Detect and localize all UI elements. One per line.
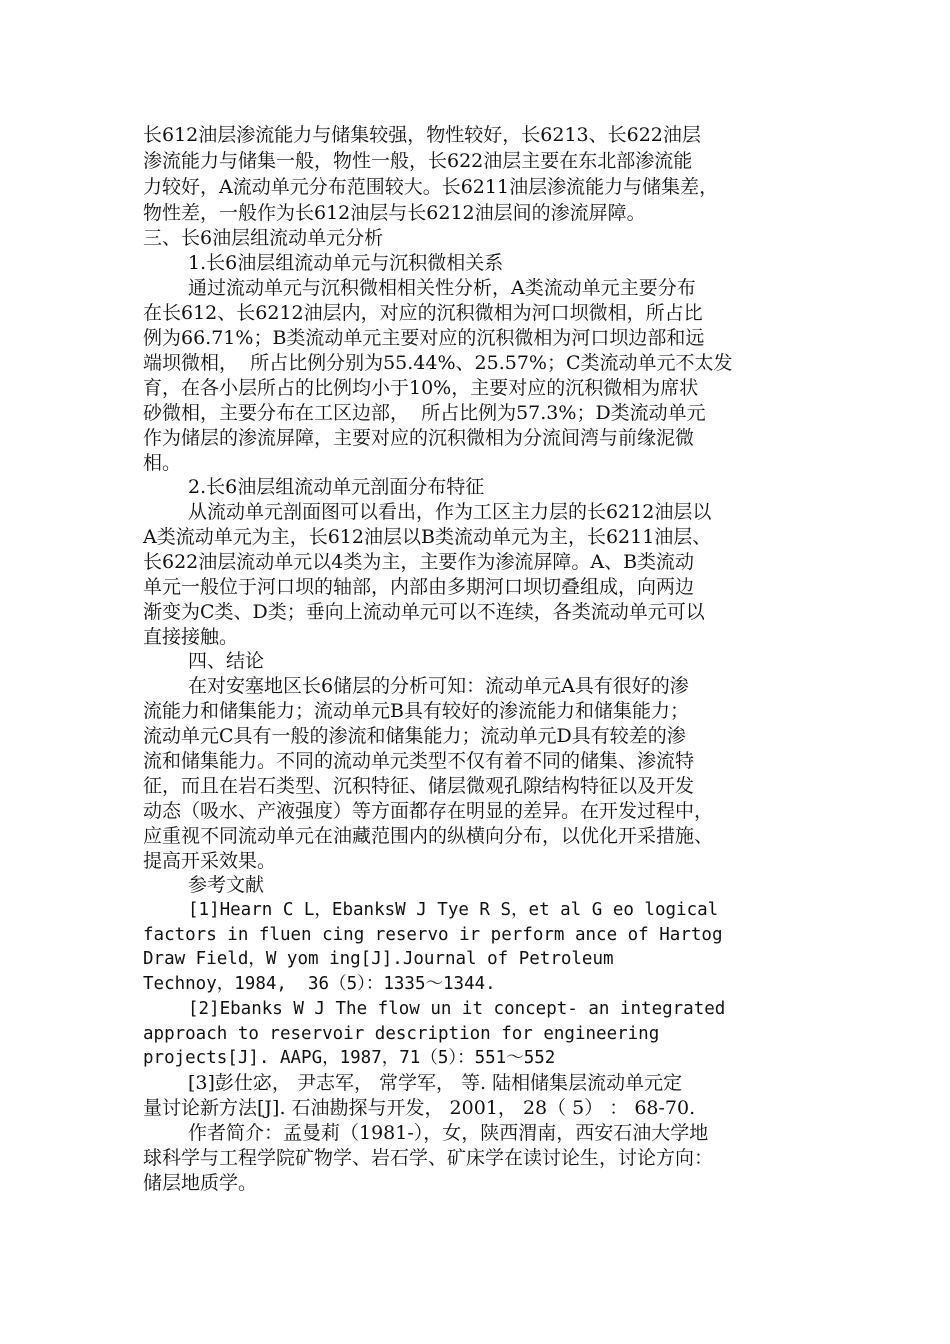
- reference-line: approach to reservoir description for engineering: [143, 1024, 660, 1044]
- reference-line: [1]Hearn C L，EbanksW J Tye R S，et al G eo logical: [188, 900, 719, 920]
- text-line: 渗流能力与储集一般，物性一般，长622油层主要在东北部渗流能: [143, 150, 693, 172]
- subsection-heading: 1.长6油层组流动单元与沉积微相关系: [188, 252, 504, 274]
- text-line: 在对安塞地区长6储层的分析可知：流动单元A具有很好的渗: [188, 675, 689, 697]
- text-line: 砂微相，主要分布在工区边部， 所占比例为57.3%；D类流动单元: [143, 402, 706, 424]
- subsection-heading: 2.长6油层组流动单元剖面分布特征: [188, 476, 485, 498]
- reference-line: factors in fluen cing reservo ir perform ance of Hartog: [143, 925, 723, 945]
- text-line: 力较好，A流动单元分布范围较大。长6211油层渗流能力与储集差，: [143, 176, 719, 198]
- text-line: 征，而且在岩石类型、沉积特征、储层微观孔隙结构特征以及开发: [143, 775, 695, 797]
- text-line: 相。: [143, 452, 182, 474]
- text-line: 流动单元C具有一般的渗流和储集能力；流动单元D具有较差的渗: [143, 725, 686, 747]
- reference-line: Draw Field，W yom ing[J].Journal of Petroleum: [143, 949, 614, 969]
- reference-line: projects[J]. AAPG，1987，71（5）：551～552: [143, 1048, 556, 1068]
- author-bio-line: 球科学与工程学院矿物学、岩石学、矿床学在读讨论生，讨论方向：: [143, 1147, 714, 1169]
- author-bio-line: 作者简介：孟曼莉（1981-），女，陕西渭南，西安石油大学地: [188, 1122, 709, 1144]
- text-line: 渐变为C类、D类；垂向上流动单元可以不连续，各类流动单元可以: [143, 601, 705, 623]
- reference-line: Technoy，1984, 36（5）：1335～1344.: [143, 974, 496, 994]
- references-heading: 参考文献: [188, 874, 265, 896]
- text-line: 例为66.71%；B类流动单元主要对应的沉积微相为河口坝边部和远: [143, 327, 705, 349]
- text-line: 流和储集能力。不同的流动单元类型不仅有着不同的储集、渗流特: [143, 750, 695, 772]
- reference-line: 量讨论新方法[J]. 石油勘探与开发， 2001， 28（ 5） ： 68-70.: [143, 1097, 696, 1119]
- text-line: 物性差，一般作为长612油层与长6212油层间的渗流屏障。: [143, 202, 646, 224]
- text-line: 长622油层流动单元以4类为主，主要作为渗流屏障。A、B类流动: [143, 551, 695, 573]
- author-bio-line: 储层地质学。: [143, 1172, 258, 1194]
- text-line: 从流动单元剖面图可以看出，作为工区主力层的长6212油层以: [188, 501, 712, 523]
- text-line: 单元一般位于河口坝的轴部，内部由多期河口坝切叠组成，向两边: [143, 576, 695, 598]
- text-line: 通过流动单元与沉积微相相关性分析，A类流动单元主要分布: [188, 277, 696, 299]
- text-line: A类流动单元为主，长612油层以B类流动单元为主，长6211油层、: [143, 526, 712, 548]
- reference-line: [2]Ebanks W J The flow un it concept- an integrated: [188, 999, 726, 1019]
- text-line: 直接接触。: [143, 626, 239, 648]
- text-line: 作为储层的渗流屏障，主要对应的沉积微相为分流间湾与前缘泥微: [143, 427, 695, 449]
- text-line: 长612油层渗流能力与储集较强，物性较好，长6213、长622油层: [143, 124, 701, 146]
- text-line: 育，在各小层所占的比例均小于10%，主要对应的沉积微相为席状: [143, 377, 699, 399]
- text-line: 动态（吸水、产液强度）等方面都存在明显的差异。在开发过程中，: [143, 800, 714, 822]
- section-heading: 三、长6油层组流动单元分析: [143, 227, 384, 249]
- reference-line: [3]彭仕宓， 尹志军， 常学军， 等. 陆相储集层流动单元定: [188, 1072, 683, 1094]
- text-line: 端坝微相， 所占比例分别为55.44%、25.57%；C类流动单元不太发: [143, 352, 733, 374]
- text-line: 在长612、长6212油层内，对应的沉积微相为河口坝微相，所占比: [143, 302, 703, 324]
- section-heading: 四、结论: [188, 650, 265, 672]
- text-line: 流能力和储集能力；流动单元B具有较好的渗流能力和储集能力；: [143, 700, 689, 722]
- text-line: 提高开采效果。: [143, 850, 277, 872]
- text-line: 应重视不同流动单元在油藏范围内的纵横向分布，以优化开采措施、: [143, 825, 714, 847]
